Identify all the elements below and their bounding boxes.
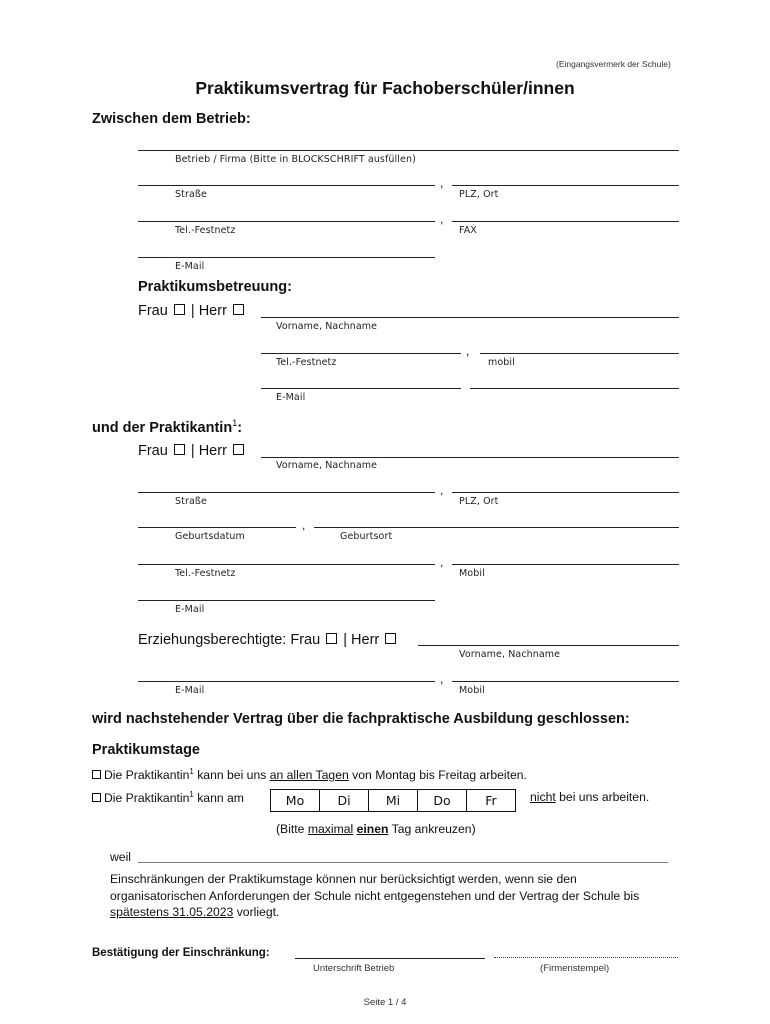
- praktikantin-strasse-label: Straße: [175, 496, 207, 507]
- herr-checkbox[interactable]: [233, 304, 244, 315]
- betrieb-heading: Zwischen dem Betrieb:: [92, 111, 251, 127]
- betrieb-tel-line[interactable]: [138, 221, 435, 222]
- comma: ,: [466, 344, 470, 358]
- comma: ,: [440, 672, 444, 686]
- praktikantin-heading: und der Praktikantin$^1$:: [92, 418, 243, 436]
- betreuung-heading: Praktikumsbetreuung:: [138, 279, 292, 295]
- separator: |: [343, 632, 347, 648]
- day-cell-di[interactable]: Di: [320, 790, 369, 812]
- signature-label: Unterschrift Betrieb: [313, 963, 395, 974]
- erziehung-email-line[interactable]: [138, 681, 435, 682]
- betrieb-strasse-line[interactable]: [138, 185, 435, 186]
- tage-option-1: Die Praktikantin$^1$ kann bei uns an allen Tagen von Montag bis Freitag arbeiten.: [92, 767, 527, 782]
- betrieb-plz-line[interactable]: [452, 185, 679, 186]
- herr-checkbox[interactable]: [385, 633, 396, 644]
- betreuung-email-line-2[interactable]: [470, 388, 679, 389]
- einschraenkung-paragraph: Einschränkungen der Praktikumstage können nur berücksichtigt werden, wenn sie den organisatorischen Anforderungen der Schule nicht entgegenstehen und der Vertrag der Schule bis spätestens 31.05.2023 vorliegt.: [110, 872, 640, 919]
- praktikantin-email-label: E-Mail: [175, 604, 205, 615]
- erziehung-email-label: E-Mail: [175, 685, 205, 696]
- praktikantin-plz-label: PLZ, Ort: [459, 496, 499, 507]
- praktikantin-email-line[interactable]: [138, 600, 435, 601]
- herr-label: Herr: [198, 443, 227, 459]
- betrieb-email-line[interactable]: [138, 257, 435, 258]
- betreuung-anrede: [138, 303, 246, 319]
- betreuung-tel-label: Tel.-Festnetz: [276, 357, 337, 368]
- praktikantin-mobil-label: Mobil: [459, 568, 485, 579]
- weil-line[interactable]: [138, 862, 668, 863]
- tage-option-2: Die Praktikantin$^1$ kann am: [92, 790, 244, 805]
- betreuung-mobil-line[interactable]: [480, 353, 679, 354]
- alle-tage-checkbox[interactable]: [92, 770, 101, 779]
- betreuung-tel-line[interactable]: [261, 353, 461, 354]
- tage-heading: Praktikumstage: [92, 742, 200, 758]
- separator: |: [190, 303, 195, 319]
- stamp-line[interactable]: [494, 957, 678, 958]
- frau-label: Frau: [138, 443, 168, 459]
- stamp-label: (Firmenstempel): [540, 963, 610, 974]
- praktikantin-tel-line[interactable]: [138, 564, 435, 565]
- day-cell-fr[interactable]: Fr: [467, 790, 516, 812]
- betreuung-name-label: Vorname, Nachname: [276, 321, 378, 332]
- page-title: Praktikumsvertrag für Fachoberschüler/innen: [195, 78, 575, 98]
- betrieb-strasse-label: Straße: [175, 189, 207, 200]
- betrieb-fax-label: FAX: [459, 225, 477, 236]
- comma: ,: [440, 176, 444, 190]
- praktikantin-name-label: Vorname, Nachname: [276, 460, 378, 471]
- betrieb-fax-line[interactable]: [452, 221, 679, 222]
- geburtsort-line[interactable]: [314, 527, 679, 528]
- praktikantin-strasse-line[interactable]: [138, 492, 435, 493]
- day-cell-mo[interactable]: Mo: [271, 790, 320, 812]
- praktikantin-tel-label: Tel.-Festnetz: [175, 568, 236, 579]
- erziehung-name-line[interactable]: [418, 645, 679, 646]
- weil-label: weil: [110, 850, 131, 864]
- erziehung-anrede: [138, 632, 398, 648]
- erziehung-name-label: Vorname, Nachname: [459, 649, 561, 660]
- erziehung-mobil-label: Mobil: [459, 685, 485, 696]
- frau-checkbox[interactable]: [326, 633, 337, 644]
- erziehung-label: Erziehungsberechtigte: Frau: [138, 632, 321, 648]
- praktikantin-name-line[interactable]: [261, 457, 679, 458]
- betreuung-name-line[interactable]: [261, 317, 679, 318]
- erziehung-mobil-line[interactable]: [452, 681, 679, 682]
- praktikantin-anrede: [138, 443, 246, 459]
- betrieb-plz-label: PLZ, Ort: [459, 189, 499, 200]
- day-cell-do[interactable]: Do: [418, 790, 467, 812]
- geburtsort-label: Geburtsort: [340, 531, 393, 542]
- page-number: Seite 1 / 4: [363, 997, 407, 1008]
- signature-line[interactable]: [295, 958, 485, 959]
- firma-line[interactable]: [138, 150, 679, 151]
- comma: ,: [440, 555, 444, 569]
- geburtsdatum-line[interactable]: [138, 527, 296, 528]
- firma-label: Betrieb / Firma (Bitte in BLOCKSCHRIFT ausfüllen): [175, 154, 416, 165]
- comma: ,: [440, 212, 444, 226]
- separator: |: [190, 443, 195, 459]
- vertrag-heading: wird nachstehender Vertrag über die fachpraktische Ausbildung geschlossen:: [92, 711, 630, 727]
- betreuung-email-label: E-Mail: [276, 392, 306, 403]
- geburtsdatum-label: Geburtsdatum: [175, 531, 245, 542]
- frau-checkbox[interactable]: [174, 444, 185, 455]
- praktikantin-mobil-line[interactable]: [452, 564, 679, 565]
- comma: ,: [302, 518, 306, 532]
- tage-hint: (Bitte maximal einen Tag ankreuzen): [276, 822, 476, 836]
- weekday-table: [270, 789, 516, 812]
- nicht-text: nicht bei uns arbeiten.: [530, 790, 650, 804]
- betreuung-email-line[interactable]: [261, 388, 461, 389]
- betreuung-mobil-label: mobil: [488, 357, 515, 368]
- praktikantin-plz-line[interactable]: [452, 492, 679, 493]
- frau-label: Frau: [138, 303, 168, 319]
- stamp-note: (Eingangsvermerk der Schule): [556, 59, 671, 69]
- bestaetigung-label: Bestätigung der Einschränkung:: [92, 947, 270, 959]
- frau-checkbox[interactable]: [174, 304, 185, 315]
- herr-label: Herr: [198, 303, 227, 319]
- betrieb-tel-label: Tel.-Festnetz: [175, 225, 236, 236]
- einschraenkung-checkbox[interactable]: [92, 793, 101, 802]
- day-cell-mi[interactable]: Mi: [369, 790, 418, 812]
- herr-label: Herr: [351, 632, 380, 648]
- betrieb-email-label: E-Mail: [175, 261, 205, 272]
- comma: ,: [440, 483, 444, 497]
- herr-checkbox[interactable]: [233, 444, 244, 455]
